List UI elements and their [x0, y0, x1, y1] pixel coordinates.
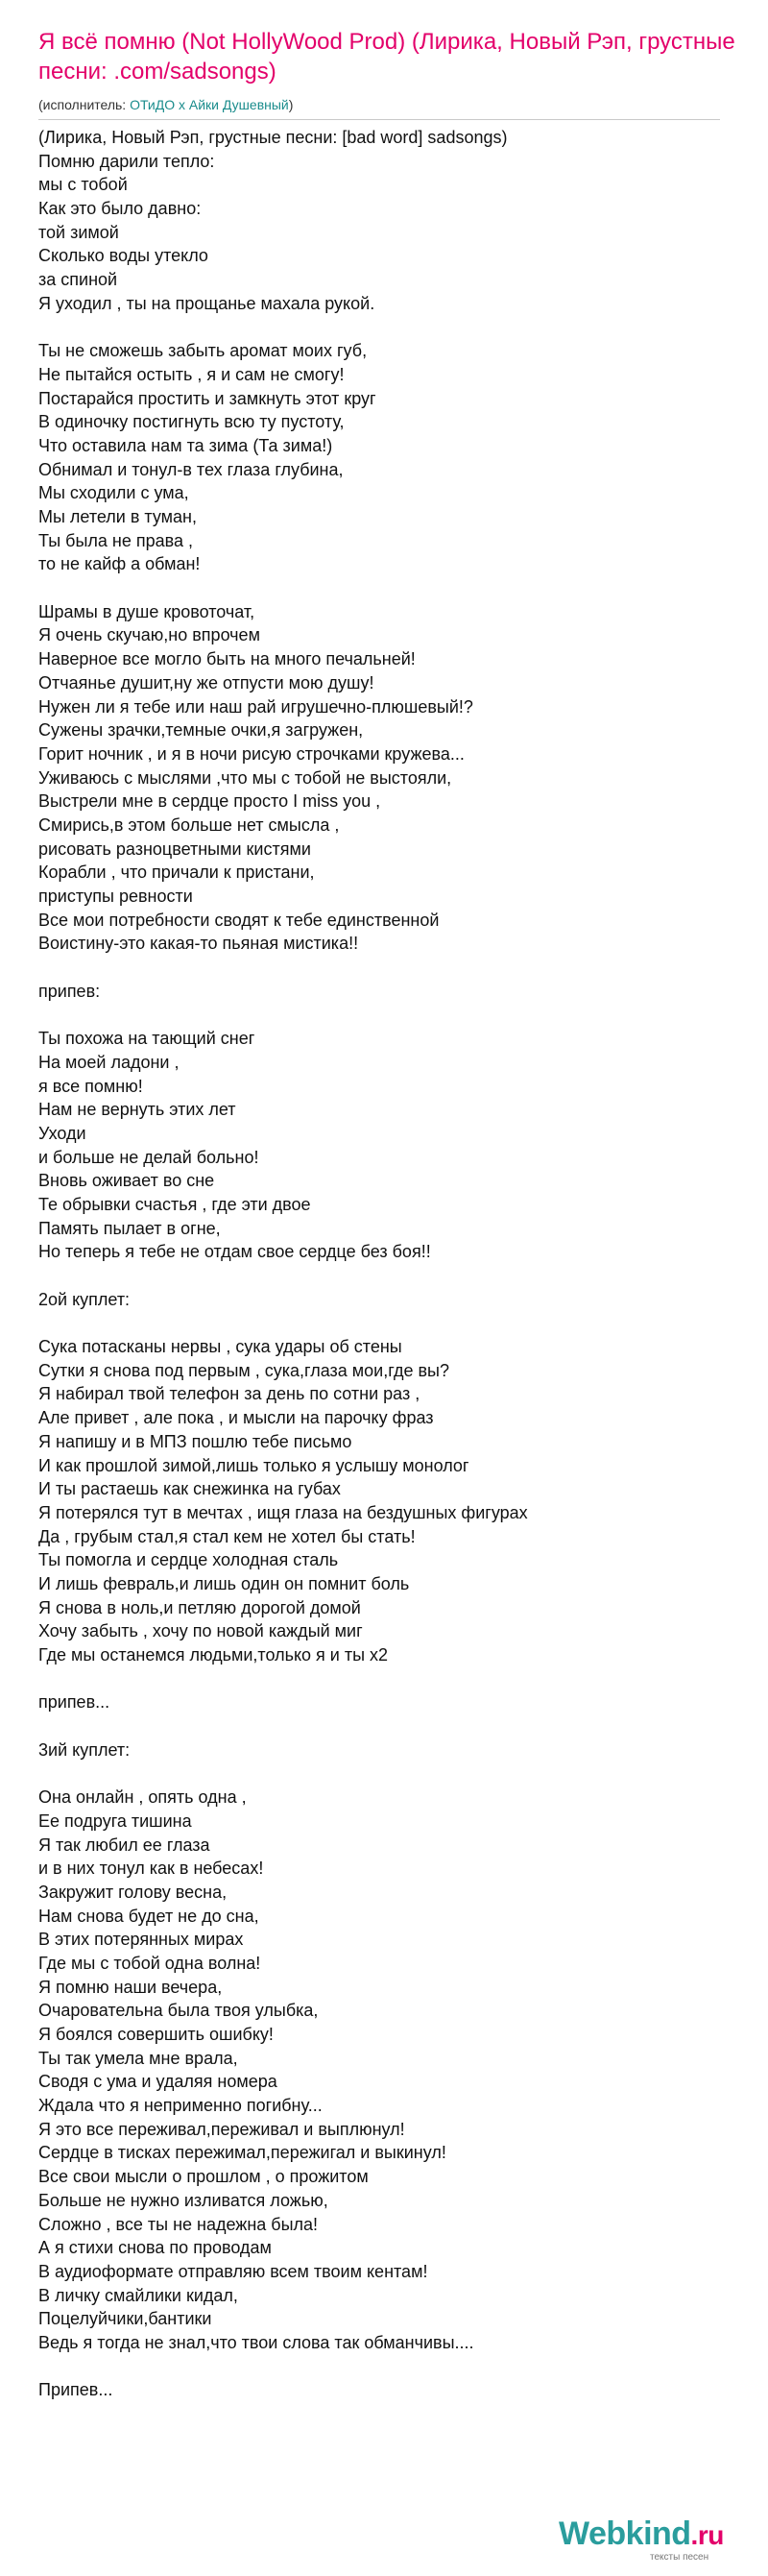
logo-tld: .ru [690, 2520, 724, 2550]
lyric-line: Я уходил , ты на прощанье махала рукой. [38, 293, 375, 313]
lyric-line: И ты растаешь как снежинка на губах [38, 1479, 341, 1499]
site-logo[interactable] [559, 2515, 741, 2562]
lyric-line: Ты похожа на тающий снег [38, 1029, 255, 1049]
lyric-line [38, 1762, 730, 1786]
lyric-line: Воистину-это какая-то пьяная мистика!! [38, 934, 359, 954]
lyric-line: Больше не нужно изливатся ложью, [38, 2190, 328, 2210]
lyric-line: Да , грубым стал,я стал кем не хотел бы стать! [38, 1526, 416, 1546]
lyric-line: Ждала что я неприменно погибну... [38, 2096, 323, 2116]
lyric-line: Не пытайся остыть , я и сам не смогу! [38, 364, 345, 384]
lyric-line: Я снова в ноль,и петляю дорогой домой [38, 1597, 361, 1617]
lyrics-text [38, 126, 730, 2402]
lyric-line: Наверное все могло быть на много печальней! [38, 649, 416, 669]
lyric-line: В аудиоформате отправляю всем твоим кентам! [38, 2261, 428, 2281]
lyric-line: Ты не сможешь забыть аромат моих губ, [38, 341, 368, 361]
lyric-line: И лишь февраль,и лишь один он помнит боль [38, 1573, 410, 1593]
lyric-line: Сердце в тисках пережимал,пережигал и выкинул! [38, 2143, 446, 2163]
lyric-line: Ее подруга тишина [38, 1810, 192, 1831]
lyric-line: Она онлайн , опять одна , [38, 1787, 247, 1808]
logo-tagline: тексты песен [650, 2552, 709, 2563]
lyric-line: припев... [38, 1692, 110, 1713]
lyric-line: Уходи [38, 1123, 86, 1143]
lyric-line: Ведь я тогда не знал,что твои слова так обманчивы.... [38, 2332, 474, 2352]
lyric-line: Ты так умела мне врала, [38, 2048, 238, 2068]
lyric-line: Але привет , але пока , и мысли на парочку фраз [38, 1408, 434, 1428]
lyric-line: Сужены зрачки,темные очки,я загружен, [38, 720, 364, 741]
lyric-line: Я набирал твой телефон за день по сотни раз , [38, 1384, 420, 1404]
lyric-line: Сука потасканы нервы , сука удары об стены [38, 1337, 402, 1357]
lyric-line: А я стихи снова по проводам [38, 2238, 272, 2258]
lyric-line: 2ой куплет: [38, 1289, 131, 1309]
lyric-line: Сводя с ума и удаляя номера [38, 2072, 277, 2092]
lyric-line: Как это было давно: [38, 199, 202, 219]
lyric-line: Горит ночник , и я в ночи рисую строчками кружева... [38, 743, 465, 764]
lyric-line: Я помню наши вечера, [38, 1977, 223, 1997]
lyric-line: Ты помогла и сердце холодная сталь [38, 1550, 339, 1570]
lyric-line: Нужен ли я тебе или наш рай игрушечно-плюшевый!? [38, 696, 473, 717]
lyric-line: Все мои потребности сводят к тебе единственной [38, 910, 440, 930]
logo-brand: Webkind.ru [559, 2515, 724, 2552]
lyric-line: то не кайф а обман! [38, 554, 201, 574]
lyric-line: Закружит голову весна, [38, 1882, 228, 1902]
page-title: Я всё помню (Not HollyWood Prod) (Лирика, Новый Рэп, грустные песни: .com/sadsongs) [38, 29, 735, 85]
lyric-line: На моей ладони , [38, 1052, 180, 1072]
header-divider [38, 119, 720, 120]
lyric-line: Я очень скучаю,но впрочем [38, 625, 260, 645]
lyric-line: Что оставила нам та зима (Та зима!) [38, 435, 333, 455]
lyric-line [38, 1003, 730, 1027]
lyric-line: припев: [38, 981, 101, 1001]
lyric-line: рисовать разноцветными кистями [38, 838, 311, 859]
lyric-line: Нам снова будет не до сна, [38, 1906, 259, 1926]
lyric-line [38, 576, 730, 600]
lyric-line: Память пылает в огне, [38, 1218, 221, 1238]
lyric-line: Помню дарили тепло: [38, 151, 215, 171]
lyric-line: Вновь оживает во сне [38, 1171, 215, 1191]
lyric-line [38, 2355, 730, 2379]
lyric-line [38, 1311, 730, 1335]
lyric-line: Обнимал и тонул-в тех глаза глубина, [38, 459, 344, 479]
lyric-line: Я так любил ее глаза [38, 1835, 210, 1855]
lyric-line: Поцелуйчики,бантики [38, 2309, 212, 2329]
lyric-line: и больше не делай больно! [38, 1147, 259, 1167]
lyric-line: Припев... [38, 2380, 113, 2400]
lyric-line: Где мы останемся людьми,только я и ты х2 [38, 1645, 389, 1665]
lyric-line: В одиночку постигнуть всю ту пустоту, [38, 412, 345, 432]
lyric-line: за спиной [38, 270, 118, 290]
lyric-line: Очаровательна была твоя улыбка, [38, 2001, 319, 2021]
lyric-line [38, 316, 730, 340]
lyric-line: Все свои мысли о прошлом , о прожитом [38, 2167, 369, 2187]
lyric-line: Я это все переживал,переживал и выплюнул! [38, 2119, 405, 2139]
lyric-line: Хочу забыть , хочу по новой каждый миг [38, 1621, 363, 1641]
lyric-line: Сложно , все ты не надежна была! [38, 2214, 319, 2234]
lyric-line: И как прошлой зимой,лишь только я услышу монолог [38, 1455, 469, 1475]
lyric-line: той зимой [38, 222, 119, 242]
lyric-line: мы с тобой [38, 175, 128, 195]
byline-prefix: (исполнитель: [38, 97, 131, 112]
lyric-line: я все помню! [38, 1076, 143, 1096]
lyric-line: Я потерялся тут в мечтах , ищя глаза на бездушных фигурах [38, 1502, 528, 1522]
lyric-line: и в них тонул как в небесах! [38, 1859, 264, 1879]
lyric-line: (Лирика, Новый Рэп, грустные песни: [bad word] sadsongs) [38, 128, 508, 147]
lyric-line: В личку смайлики кидал, [38, 2285, 238, 2305]
lyric-line [38, 1667, 730, 1691]
lyric-line: Я напишу и в МПЗ пошлю тебе письмо [38, 1431, 352, 1451]
lyric-line [38, 956, 730, 980]
artist-link[interactable]: ОТиДО x Айки Душевный [130, 97, 289, 112]
lyric-line: Мы летели в туман, [38, 507, 197, 526]
lyric-line: Смирись,в этом больше нет смысла , [38, 814, 340, 835]
lyric-line: Ты была не права , [38, 530, 193, 550]
lyric-line: Корабли , что причали к пристани, [38, 863, 315, 883]
lyric-line: Постарайся простить и замкнуть этот круг [38, 388, 376, 408]
lyric-line: Мы сходили с ума, [38, 483, 189, 503]
lyric-line: Я боялся совершить ошибку! [38, 2025, 274, 2044]
lyric-line: Нам не вернуть этих лет [38, 1100, 236, 1120]
lyric-line [38, 1714, 730, 1738]
artist-byline [38, 97, 293, 112]
lyric-line: приступы ревности [38, 887, 193, 906]
byline-suffix: ) [288, 97, 294, 112]
lyric-line: Выстрели мне в сердце просто I miss you , [38, 791, 381, 812]
lyric-line: Сутки я снова под первым , сука,глаза мои,где вы? [38, 1360, 450, 1380]
lyric-line: Уживаюсь с мыслями ,что мы с тобой не выстояли, [38, 767, 452, 788]
lyric-line: Сколько воды утекло [38, 246, 208, 266]
lyric-line: 3ий куплет: [38, 1739, 131, 1760]
lyric-line: В этих потерянных мирах [38, 1930, 244, 1950]
lyric-line: Шрамы в душе кровоточат, [38, 601, 255, 621]
lyric-line: Отчаянье душит,ну же отпусти мою душу! [38, 672, 374, 693]
lyric-line: Где мы с тобой одна волна! [38, 1953, 261, 1973]
lyric-line: Те обрывки счастья , где эти двое [38, 1194, 311, 1214]
lyric-line [38, 1264, 730, 1288]
lyric-line: Но теперь я тебе не отдам свое сердце без боя!! [38, 1242, 431, 1262]
